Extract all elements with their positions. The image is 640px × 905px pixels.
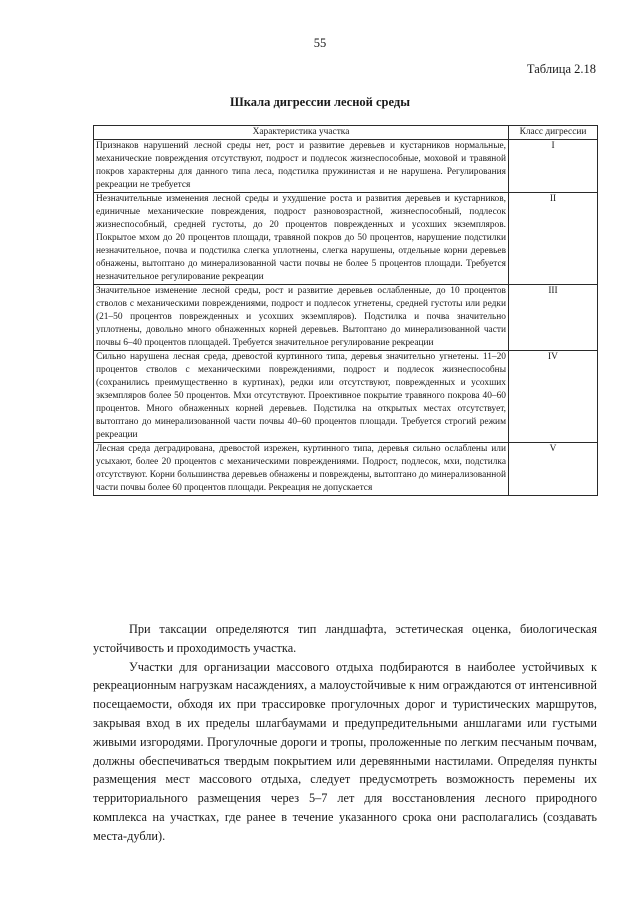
paragraph: При таксации определяются тип ландшафта, эстетическая оценка, биологическая устойчивость и проходимость участка. [93,622,597,655]
table-row [94,193,598,285]
column-header-characteristic: Характеристика участка [94,126,509,140]
row-class: IV [509,351,598,443]
table-label: Таблица 2.18 [526,62,596,76]
row-class: III [509,285,598,351]
row-class: I [509,140,598,193]
table-row [94,285,598,351]
table-title: Шкала дигрессии лесной среды [230,95,410,109]
table-row [94,140,598,193]
table-row [94,351,598,443]
row-class: V [509,443,598,496]
page-number: 55 [313,36,327,50]
row-description: Значительное изменение лесной среды, рост и развитие деревьев ослабленные, до 10 процентов стволов с механическими повреждениями, подрост и подлесок угнетены, средней густоты или редки (21–50 процентов поврежденных и усохших экземпляров). Подстилка и почва значительно уплотнены, довольно много обнаженных корней деревьев. Вытоптано до минерализованной части почвы 6–40 процентов площадей. Требуется значительное регулирование рекреации [94,285,509,351]
row-class: II [509,193,598,285]
column-header-class: Класс дигрессии [509,126,598,140]
row-description: Признаков нарушений лесной среды нет, рост и развитие деревьев и кустарников нормальные, механические повреждения отсутствуют, подрост и подлесок жизнеспособные, моховой и травяной покров характерны для данного типа леса, подстилка пружинистая и не нарушена. Регулирования рекреации не требуется [94,140,509,193]
row-description: Сильно нарушена лесная среда, древостой куртинного типа, деревья значительно угнетены. 11–20 процентов стволов с механическими повреждениями, подрост и подлесок жизнеспособны (сохранились преимущественно в куртинах), редки или отсутствуют, поврежденных и усохших экземпляров более 50 процентов. Мхи отсутствуют. Проективное покрытие травяного покрова 40–60 процентов. Много обнаженных корней деревьев. Подстилка на открытых местах отсутствует, вытоптано до минерализованной части почвы 40–60 процентов площади. Требуется строгий режим рекреации [94,351,509,443]
row-description: Лесная среда деградирована, древостой изрежен, куртинного типа, деревья сильно ослаблены или усыхают, более 20 процентов с механическими повреждениями. Подрост, подлесок, мхи, подстилка отсутствуют. Корни большинства деревьев обнажены и повреждены, вытоптано до минерализованной части почвы более 60 процентов площади. Рекреация не допускается [94,443,509,496]
table-header-row [94,126,598,140]
table-row [94,443,598,496]
body-text [93,620,597,846]
paragraph: Участки для организации массового отдыха подбираются в наиболее устойчивых к рекреационным нагрузкам насаждениях, а малоустойчивые к ним ограждаются от интенсивной посещаемости, обходя их при трассировке прогулочных дорог и туристических маршрутов, закрывая вход в их пределы шлагбаумами и предупредительными аншлагами или густыми живыми изгородями. Прогулочные дороги и тропы, проложенные по легким песчаным почвам, должны обеспечиваться твердым покрытием или деревянными настилами. Определяя пункты размещения мест массового отдыха, следует предусмотреть возможность перемены их территориального размещения через 5–7 лет для восстановления лесного природного комплекса на участках, где ранее в течение указанного срока они располагались (создавать места-дубли). [93,659,597,843]
digression-scale-table [93,125,598,496]
row-description: Незначительные изменения лесной среды и ухудшение роста и развития деревьев и кустарников, единичные механические повреждения, подрост разновозрастной, жизнеспособный, подлесок жизнеспособный, средней густоты, до 20 процентов поврежденных и усохших экземпляров. Покрытое мхом до 20 процентов площади, травяной покров до 50 процентов, нарушение подстилки незначительное, почва и подстилка слегка уплотнены, слегка нарушены, отдельные корни деревьев обнажены, вытоптано до минерализованной части почвы не более 5 процентов площади. Требуется незначительное регулирование рекреации [94,193,509,285]
